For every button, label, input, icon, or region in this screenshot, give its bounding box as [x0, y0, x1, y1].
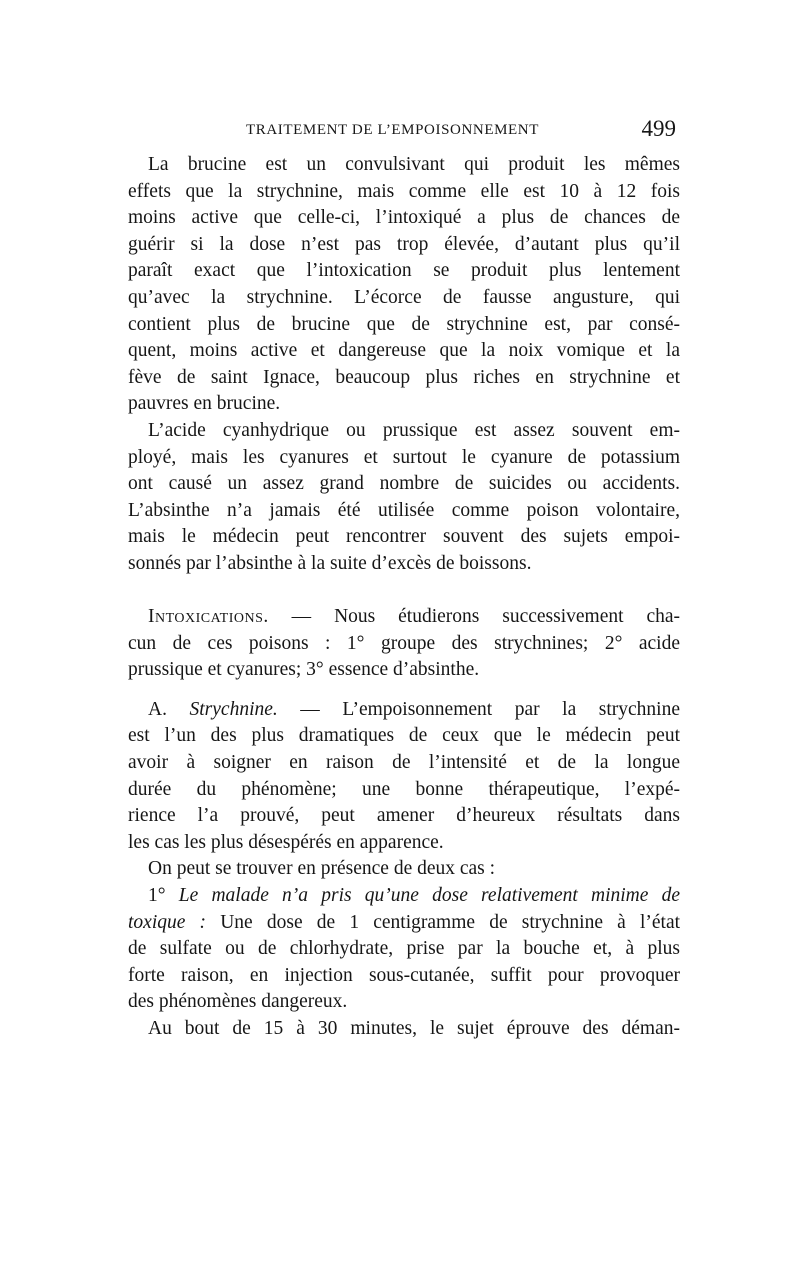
text-segment: Une dose de 1 centigramme de strychnine à l’état	[206, 911, 681, 933]
page-number: 499	[641, 116, 676, 141]
text-line: contient plus de brucine que de strychnine est, par consé-	[128, 313, 680, 335]
section-gap	[128, 578, 680, 605]
text-line: cun de ces poisons : 1° groupe des strychnines; 2° acide	[128, 632, 680, 654]
running-title: TRAITEMENT DE L’EMPOISONNEMENT	[246, 122, 539, 138]
text-line: est l’un des plus dramatiques de ceux que le médecin peut	[128, 725, 680, 747]
text-line: La brucine est un convulsivant qui produit les mêmes	[148, 154, 680, 175]
text-line: pauvres en brucine.	[128, 393, 281, 415]
text-segment: — L’empoisonnement par la strychnine	[277, 698, 680, 720]
text-line	[128, 883, 680, 910]
text-line: Au bout de 15 à 30 minutes, le sujet éprouve des déman-	[148, 1018, 680, 1039]
text-line: L’absinthe n’a jamais été utilisée comme poison volontaire,	[128, 499, 680, 521]
paragraph-case-one	[128, 883, 680, 1016]
text-segment: 1°	[148, 885, 179, 907]
body-text	[128, 152, 680, 1043]
text-line: mais le médecin peut rencontrer souvent des sujets empoi-	[128, 526, 680, 548]
text-line: On peut se trouver en présence de deux cas :	[148, 858, 496, 880]
text-line: fève de saint Ignace, beaucoup plus riches en strychnine et	[128, 366, 680, 388]
text-line: L’acide cyanhydrique ou prussique est assez souvent em-	[148, 419, 680, 441]
subsection-heading: Strychnine.	[189, 698, 278, 720]
text-line: paraît exact que l’intoxication se produit plus lentement	[128, 260, 680, 282]
text-line: quent, moins active et dangereuse que la noix vomique et la	[128, 340, 680, 362]
italic-text: toxique :	[128, 911, 207, 933]
text-line: ont causé un assez grand nombre de suicides ou accidents.	[128, 473, 680, 495]
text-line: de sulfate ou de chlorhydrate, prise par la bouche et, à plus	[128, 938, 680, 960]
text-segment: — Nous étudierons successivement cha-	[268, 606, 680, 628]
text-line: qu’avec la strychnine. L’écorce de fausse angusture, qui	[128, 286, 680, 308]
paragraph-brucine	[128, 152, 680, 418]
paragraph-two-cases	[128, 856, 680, 883]
text-line: moins active que celle-ci, l’intoxiqué a plus de chances de	[128, 207, 680, 229]
italic-text: Le malade n’a pris qu’une dose relativement minime de	[178, 885, 680, 907]
text-line: des phénomènes dangereux.	[128, 991, 348, 1013]
section-gap	[128, 684, 680, 697]
text-line: forte raison, en injection sous-cutanée, suffit pour provoquer	[128, 964, 680, 986]
paragraph-onset	[128, 1016, 680, 1043]
text-line: les cas les plus désespérés en apparence.	[128, 831, 444, 853]
text-line: sonnés par l’absinthe à la suite d’excès de boissons.	[128, 552, 532, 574]
page-header	[128, 118, 676, 150]
text-line: durée du phénomène; une bonne thérapeutique, l’expé-	[128, 778, 680, 800]
text-line: ployé, mais les cyanures et surtout le cyanure de potassium	[128, 446, 680, 468]
section-heading: Intoxications.	[148, 606, 269, 628]
text-segment: A.	[148, 698, 190, 720]
text-line	[128, 910, 680, 937]
text-line: avoir à soigner en raison de l’intensité et de la longue	[128, 752, 680, 774]
text-line: guérir si la dose n’est pas trop élevée, d’autant plus qu’il	[128, 233, 680, 255]
text-line	[128, 604, 680, 631]
text-line	[128, 697, 680, 724]
text-line: rience l’a prouvé, peut amener d’heureux résultats dans	[128, 805, 680, 827]
text-line: effets que la strychnine, mais comme elle est 10 à 12 fois	[128, 180, 680, 202]
paragraph-strychnine	[128, 697, 680, 857]
paragraph-intoxications	[128, 604, 680, 684]
text-line: prussique et cyanures; 3° essence d’absinthe.	[128, 659, 480, 681]
paragraph-cyanide	[128, 418, 680, 578]
